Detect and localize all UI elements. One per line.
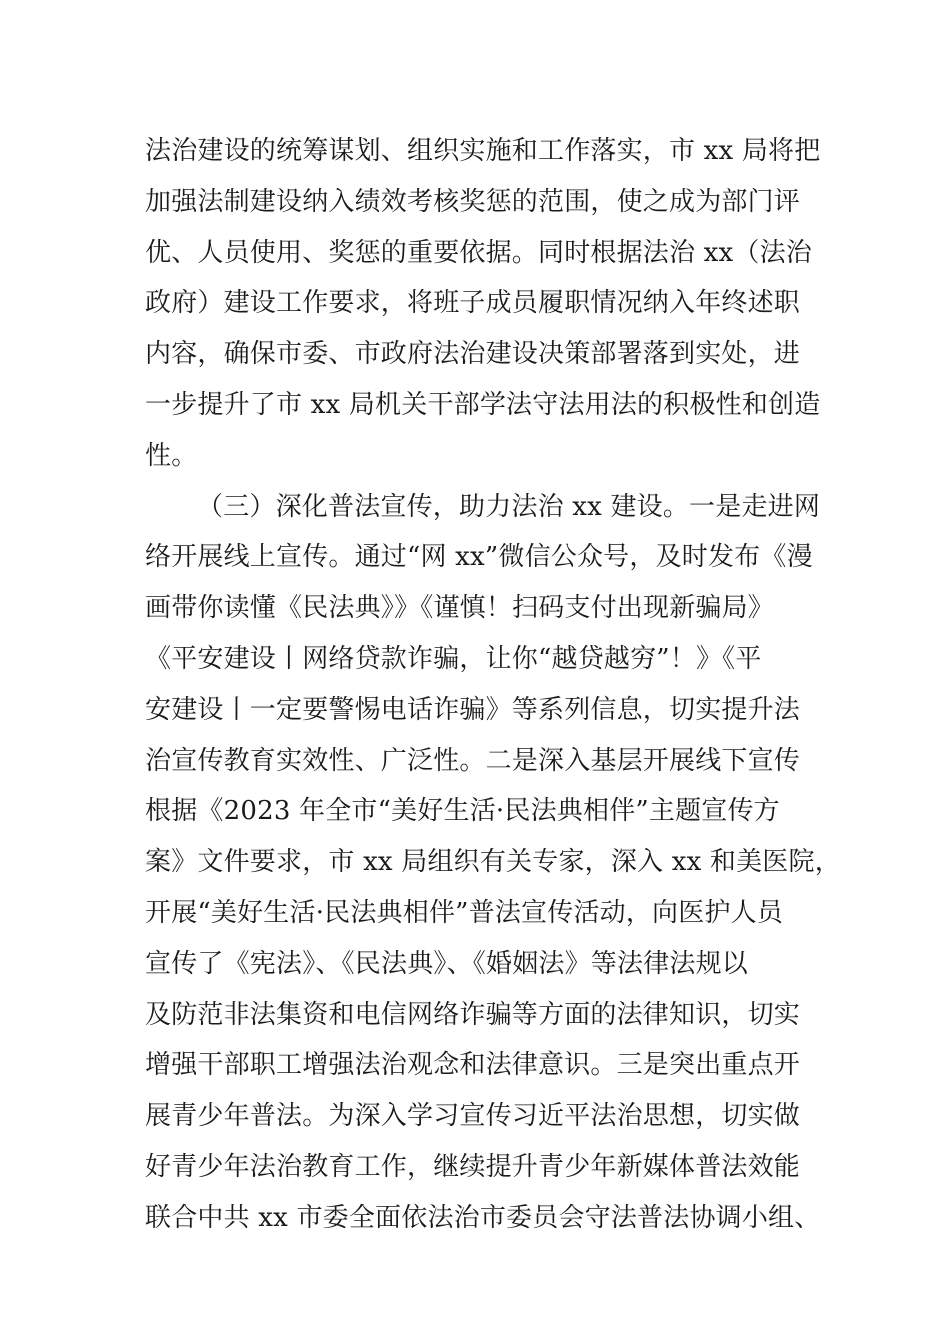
text-line: 案》文件要求，市 xx 局组织有关专家，深入 xx 和美医院，: [145, 847, 841, 878]
text-line: 及防范非法集资和电信网络诈骗等方面的法律知识，切实: [145, 999, 801, 1030]
text-line: 好青少年法治教育工作，继续提升青少年新媒体普法效能: [145, 1151, 801, 1182]
text-line: 画带你读懂《民法典》》《谨慎！扫码支付出现新骗局》: [145, 593, 775, 624]
text-line: 宣传了《宪法》、《民法典》、《婚姻法》等法律法规以: [145, 948, 749, 979]
text-line: 联合中共 xx 市委全面依法治市委员会守法普法协调小组、: [145, 1202, 821, 1233]
text-line: 政府）建设工作要求，将班子成员履职情况纳入年终述职: [145, 288, 801, 319]
text-line: （三）深化普法宣传，助力法治 xx 建设。一是走进网: [197, 491, 821, 522]
text-line: 络开展线上宣传。通过“网 xx”微信公众号，及时发布《漫: [145, 542, 813, 573]
text-line: 治宣传教育实效性、广泛性。二是深入基层开展线下宣传: [145, 745, 801, 776]
text-line: 优、人员使用、奖惩的重要依据。同时根据法治 xx（法治: [145, 237, 812, 268]
text-line: 性。: [145, 440, 198, 471]
text-line: 一步提升了市 xx 局机关干部学法守法用法的积极性和创造: [145, 389, 821, 420]
text-line: 展青少年普法。为深入学习宣传习近平法治思想，切实做: [145, 1101, 801, 1132]
text-line: 加强法制建设纳入绩效考核奖惩的范围，使之成为部门评: [145, 186, 801, 217]
text-line: 内容，确保市委、市政府法治建设决策部署落到实处，进: [145, 339, 801, 370]
body-text: [145, 126, 841, 1244]
text-line: 开展“美好生活·民法典相伴”普法宣传活动，向医护人员: [145, 897, 784, 928]
text-line: 法治建设的统筹谋划、组织实施和工作落实，市 xx 局将把: [145, 136, 821, 166]
text-line: 根据《2023 年全市“美好生活·民法典相伴”主题宣传方: [145, 796, 780, 827]
text-line: 安建设丨一定要警惕电话诈骗》等系列信息，切实提升法: [145, 694, 801, 725]
text-line: 《平安建设丨网络贷款诈骗，让你“越贷越穷”！》《平: [145, 643, 762, 674]
text-line: 增强干部职工增强法治观念和法律意识。三是突出重点开: [145, 1050, 801, 1081]
